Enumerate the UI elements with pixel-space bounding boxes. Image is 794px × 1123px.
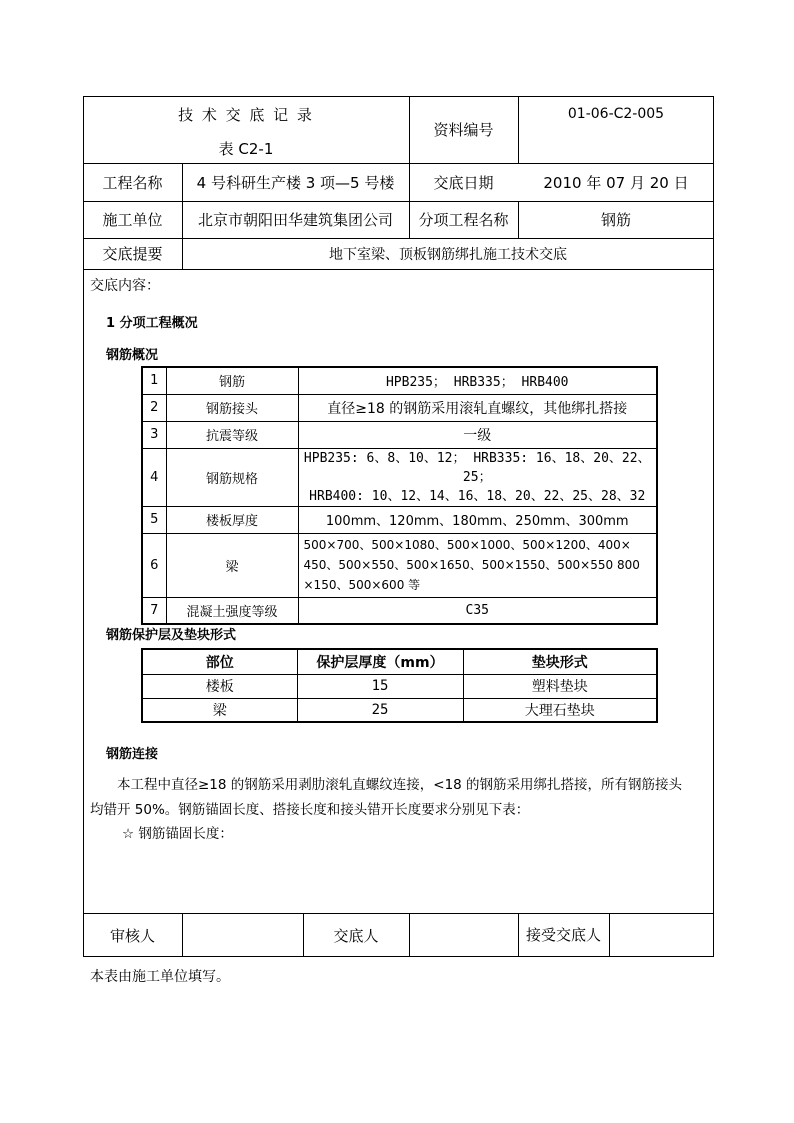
table-row (142, 698, 657, 722)
table-cell: 25 (297, 698, 463, 722)
row-number: 2 (142, 394, 166, 421)
anchor-length-line: ☆ 钢筋锚固长度： (122, 826, 233, 842)
table-row (142, 533, 657, 597)
table-row (142, 506, 657, 533)
form-number: 表 C2-1 (218, 139, 274, 158)
project-value: 4 号科研生产楼 3 项—5 号楼 (196, 173, 395, 192)
row-number: 6 (142, 533, 166, 597)
table-cell: 大理石垫块 (463, 698, 657, 722)
table-header-row (142, 649, 657, 674)
row-value (298, 448, 657, 506)
row-item: 钢筋 (166, 367, 298, 394)
cover-table (141, 648, 658, 723)
row-number: 7 (142, 597, 166, 624)
row-value-line: 500×700、500×1080、500×1000、500×1200、400× (303, 538, 631, 552)
reviewer-signature-field[interactable] (182, 913, 303, 957)
table-row (142, 448, 657, 506)
section-heading: 钢筋连接 (106, 747, 159, 762)
table-cell: 楼板 (142, 674, 297, 698)
receiver-label: 接受交底人 (525, 926, 601, 944)
doc-no-value: 01-06-C2-005 (567, 106, 665, 122)
sub-value: 钢筋 (600, 211, 631, 229)
row-value-line: 450、500×550、500×1650、500×1550、500×550 800 (303, 558, 640, 572)
row-value-line: ×150、500×600 等 (303, 578, 421, 592)
row-value-line: HPB235: 6、8、10、12； HRB335: 16、18、20、22、25； (303, 450, 651, 485)
table-row (142, 367, 657, 394)
row-number: 3 (142, 421, 166, 448)
form-title: 技 术 交 底 记 录 (178, 105, 314, 124)
footnote: 本表由施工单位填写。 (90, 969, 230, 985)
row-item: 抗震等级 (166, 421, 298, 448)
doc-no-label: 资料编号 (433, 121, 494, 139)
section-heading: 1 分项工程概况 (106, 316, 198, 331)
row-item: 梁 (166, 533, 298, 597)
table-row (142, 674, 657, 698)
paragraph: 本工程中直径≥18 的钢筋采用剥肋滚轧直螺纹连接，<18 的钢筋采用绑扎搭接，所有钢筋接头 (117, 777, 683, 793)
row-item: 钢筋规格 (166, 448, 298, 506)
row-value: 一级 (298, 421, 657, 448)
row-item: 混凝土强度等级 (166, 597, 298, 624)
summary-value: 地下室梁、顶板钢筋绑扎施工技术交底 (329, 246, 567, 263)
col-divider (518, 913, 519, 957)
table-cell: 梁 (142, 698, 297, 722)
paragraph: 均错开 50%。钢筋锚固长度、搭接长度和接头错开长度要求分别见下表： (90, 802, 530, 818)
row-item: 钢筋接头 (166, 394, 298, 421)
presenter-label: 交底人 (333, 926, 379, 945)
column-header: 垫块形式 (463, 649, 657, 674)
content-intro: 交底内容： (90, 278, 160, 294)
table-cell: 塑料垫块 (463, 674, 657, 698)
row-number: 5 (142, 506, 166, 533)
summary-label: 交底提要 (102, 245, 163, 263)
row-value: C35 (298, 597, 657, 624)
row-number: 1 (142, 367, 166, 394)
unit-value: 北京市朝阳田华建筑集团公司 (197, 211, 393, 229)
date-label: 交底日期 (433, 173, 494, 192)
table-row (142, 597, 657, 624)
sub-label: 分项工程名称 (418, 211, 509, 229)
section-heading: 钢筋保护层及垫块形式 (106, 628, 237, 643)
row-value-line: HRB400: 10、12、14、16、18、20、22、25、28、32 (309, 488, 646, 504)
row-value: 100mm、120mm、180mm、250mm、300mm (298, 506, 657, 533)
column-header: 部位 (142, 649, 297, 674)
row-value: HPB235； HRB335； HRB400 (298, 367, 657, 394)
row-divider (83, 269, 714, 270)
table-cell: 15 (297, 674, 463, 698)
table-row (142, 421, 657, 448)
row-item: 楼板厚度 (166, 506, 298, 533)
rebar-overview-table (141, 366, 658, 625)
reviewer-label: 审核人 (109, 926, 155, 945)
unit-label: 施工单位 (102, 211, 163, 229)
row-value (298, 533, 657, 597)
date-value: 2010 年 07 月 20 日 (543, 173, 689, 192)
row-value: 直径≥18 的钢筋采用滚轧直螺纹，其他绑扎搭接 (298, 394, 657, 421)
receiver-signature-field[interactable] (609, 913, 714, 957)
row-number: 4 (142, 448, 166, 506)
presenter-signature-field[interactable] (409, 913, 518, 957)
column-header: 保护层厚度（mm） (297, 649, 463, 674)
project-label: 工程名称 (102, 173, 163, 192)
table-row (142, 394, 657, 421)
section-heading: 钢筋概况 (106, 348, 159, 363)
